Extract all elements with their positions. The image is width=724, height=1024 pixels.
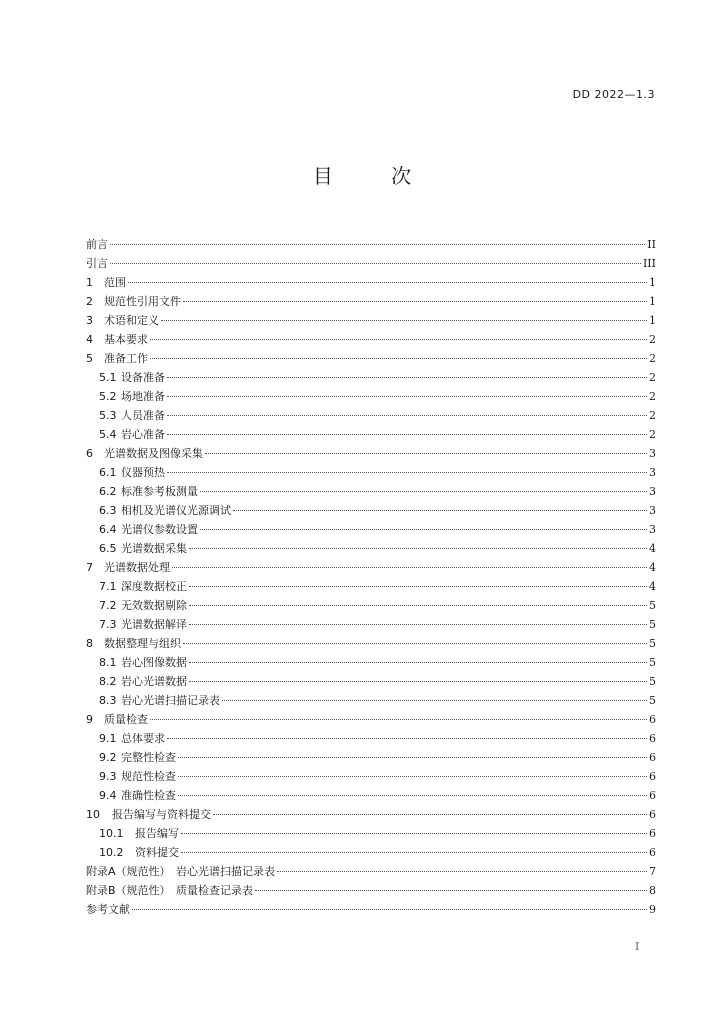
- toc-entry-number: 2: [86, 295, 93, 308]
- toc-entry-label: 规范性引用文件: [104, 295, 181, 308]
- toc-entry[interactable]: [86, 824, 656, 843]
- toc-entry-page: 6: [649, 732, 656, 745]
- toc-entry-number: 9.2: [99, 751, 117, 764]
- toc-entry[interactable]: [86, 349, 656, 368]
- toc-entry-label: 准备工作: [104, 352, 148, 365]
- toc-entry-number: 4: [86, 333, 93, 346]
- toc-leader-dots: [181, 833, 647, 834]
- toc-leader-dots: [183, 643, 647, 644]
- toc-entry-label: 质量检查: [104, 713, 148, 726]
- toc-entry[interactable]: [86, 596, 656, 615]
- toc-leader-dots: [178, 757, 647, 758]
- toc-entry-page: 7: [649, 865, 656, 878]
- toc-entry-label: 光谱仪参数设置: [121, 523, 198, 536]
- toc-entry-page: 3: [649, 447, 656, 460]
- toc-entry-page: 6: [649, 713, 656, 726]
- toc-entry-page: III: [642, 257, 656, 270]
- toc-entry-number: 10.1: [99, 827, 124, 840]
- toc-entry-label: 无效数据剔除: [121, 599, 187, 612]
- toc-entry-label: 场地准备: [121, 390, 165, 403]
- toc-leader-dots: [181, 852, 647, 853]
- toc-entry-label: 准确性检查: [121, 789, 176, 802]
- toc-entry-label: 仪器预热: [121, 466, 165, 479]
- toc-leader-dots: [167, 738, 647, 739]
- toc-entry-number: 9.1: [99, 732, 117, 745]
- toc-entry[interactable]: [86, 881, 656, 900]
- toc-entry[interactable]: [86, 862, 656, 881]
- toc-leader-dots: [189, 624, 647, 625]
- toc-entry[interactable]: [86, 235, 656, 254]
- toc-entry-page: 2: [649, 409, 656, 422]
- toc-entry-label: 深度数据校正: [121, 580, 187, 593]
- toc-leader-dots: [167, 434, 647, 435]
- toc-entry-number: 10: [86, 808, 100, 821]
- toc-entry-label: 参考文献: [86, 903, 130, 916]
- toc-leader-dots: [150, 358, 647, 359]
- toc-entry-label: 岩心准备: [121, 428, 165, 441]
- toc-entry-page: 5: [649, 656, 656, 669]
- toc-entry-number: 7.1: [99, 580, 117, 593]
- toc-entry[interactable]: [86, 463, 656, 482]
- toc-entry-page: 3: [649, 523, 656, 536]
- toc-entry-label: 总体要求: [121, 732, 165, 745]
- toc-leader-dots: [205, 453, 647, 454]
- toc-entry[interactable]: [86, 444, 656, 463]
- toc-entry-page: 4: [649, 580, 656, 593]
- toc-entry[interactable]: [86, 292, 656, 311]
- toc-entry-label: 岩心图像数据: [121, 656, 187, 669]
- toc-leader-dots: [167, 377, 647, 378]
- toc-entry-number: 8: [86, 637, 93, 650]
- toc-entry-number: 6.1: [99, 466, 117, 479]
- toc-entry-page: 2: [649, 428, 656, 441]
- toc-entry-label: 报告编写与资料提交: [112, 808, 211, 821]
- toc-entry-page: 1: [649, 276, 656, 289]
- toc-entry-page: 4: [649, 561, 656, 574]
- toc-entry[interactable]: [86, 311, 656, 330]
- toc-leader-dots: [178, 795, 647, 796]
- toc-entry-page: 8: [649, 884, 656, 897]
- toc-leader-dots: [128, 282, 647, 283]
- toc-entry-label: 基本要求: [104, 333, 148, 346]
- toc-leader-dots: [183, 301, 647, 302]
- toc-entry-number: 1: [86, 276, 93, 289]
- toc-leader-dots: [110, 244, 645, 245]
- toc-entry[interactable]: [86, 767, 656, 786]
- toc-entry-page: 5: [649, 694, 656, 707]
- toc-entry[interactable]: [86, 672, 656, 691]
- toc-entry-number: 8.3: [99, 694, 117, 707]
- toc-leader-dots: [178, 776, 647, 777]
- toc-leader-dots: [222, 700, 647, 701]
- toc-entry-label: 前言: [86, 238, 108, 251]
- toc-leader-dots: [172, 567, 647, 568]
- toc-entry-number: 5.2: [99, 390, 117, 403]
- toc-entry-page: 3: [649, 504, 656, 517]
- toc-entry-label: 附录B（规范性） 质量检查记录表: [86, 884, 254, 897]
- toc-entry-number: 6.2: [99, 485, 117, 498]
- toc-entry-number: 6.3: [99, 504, 117, 517]
- toc-leader-dots: [200, 491, 647, 492]
- toc-entry[interactable]: [86, 615, 656, 634]
- toc-entry[interactable]: [86, 254, 656, 273]
- toc-entry-page: 5: [649, 618, 656, 631]
- toc-entry[interactable]: [86, 539, 656, 558]
- toc-entry-page: 6: [649, 770, 656, 783]
- toc-entry-number: 7.3: [99, 618, 117, 631]
- toc-entry-number: 9.4: [99, 789, 117, 802]
- toc-entry-page: 6: [649, 751, 656, 764]
- toc-entry-label: 设备准备: [121, 371, 165, 384]
- toc-leader-dots: [189, 662, 647, 663]
- toc-entry-label: 人员准备: [121, 409, 165, 422]
- toc-entry[interactable]: [86, 691, 656, 710]
- toc-entry-number: 8.2: [99, 675, 117, 688]
- toc-entry-page: 3: [649, 466, 656, 479]
- toc-entry[interactable]: [86, 843, 656, 862]
- toc-leader-dots: [150, 719, 647, 720]
- toc-entry-number: 6: [86, 447, 93, 460]
- toc-entry-number: 5.3: [99, 409, 117, 422]
- toc-leader-dots: [189, 681, 647, 682]
- toc-entry-number: 9: [86, 713, 93, 726]
- toc-entry[interactable]: [86, 653, 656, 672]
- toc-entry[interactable]: [86, 387, 656, 406]
- toc-entry-label: 光谱数据解译: [121, 618, 187, 631]
- toc-entry-label: 资料提交: [135, 846, 179, 859]
- toc-entry[interactable]: [86, 729, 656, 748]
- toc-leader-dots: [167, 396, 647, 397]
- toc-entry[interactable]: [86, 786, 656, 805]
- toc-entry-page: 2: [649, 371, 656, 384]
- toc-leader-dots: [150, 339, 647, 340]
- toc-leader-dots: [255, 890, 647, 891]
- toc-entry[interactable]: [86, 406, 656, 425]
- toc-entry-page: 1: [649, 295, 656, 308]
- toc-entry[interactable]: [86, 520, 656, 539]
- toc-leader-dots: [277, 871, 647, 872]
- toc-entry-label: 光谱数据处理: [104, 561, 170, 574]
- toc-entry[interactable]: [86, 558, 656, 577]
- toc-leader-dots: [213, 814, 647, 815]
- toc-leader-dots: [189, 605, 647, 606]
- toc-entry[interactable]: [86, 501, 656, 520]
- toc-entry-page: 5: [649, 637, 656, 650]
- toc-entry[interactable]: [86, 330, 656, 349]
- toc-entry-number: 7.2: [99, 599, 117, 612]
- toc-entry-page: 5: [649, 675, 656, 688]
- toc-entry-label: 术语和定义: [104, 314, 159, 327]
- toc-entry[interactable]: [86, 634, 656, 653]
- toc-entry-page: II: [647, 238, 656, 251]
- toc-entry[interactable]: [86, 748, 656, 767]
- toc-entry-page: 6: [649, 846, 656, 859]
- page-number: I: [635, 940, 640, 953]
- toc-entry[interactable]: [86, 425, 656, 444]
- toc-entry[interactable]: [86, 710, 656, 729]
- toc-entry-page: 4: [649, 542, 656, 555]
- toc-leader-dots: [167, 472, 647, 473]
- toc-entry-page: 2: [649, 352, 656, 365]
- table-of-contents: [86, 235, 656, 919]
- toc-entry-label: 岩心光谱数据: [121, 675, 187, 688]
- toc-entry-label: 相机及光谱仪光源调试: [121, 504, 231, 517]
- toc-entry[interactable]: [86, 805, 656, 824]
- toc-entry-number: 10.2: [99, 846, 124, 859]
- toc-entry-label: 引言: [86, 257, 108, 270]
- toc-entry-number: 7: [86, 561, 93, 574]
- toc-entry-page: 6: [649, 808, 656, 821]
- toc-entry-page: 3: [649, 485, 656, 498]
- toc-entry-page: 1: [649, 314, 656, 327]
- toc-entry-page: 6: [649, 827, 656, 840]
- toc-leader-dots: [167, 415, 647, 416]
- toc-entry-number: 6.4: [99, 523, 117, 536]
- toc-entry-label: 数据整理与组织: [104, 637, 181, 650]
- toc-entry-page: 2: [649, 333, 656, 346]
- toc-leader-dots: [161, 320, 647, 321]
- toc-entry-page: 2: [649, 390, 656, 403]
- toc-entry-label: 岩心光谱扫描记录表: [121, 694, 220, 707]
- toc-entry[interactable]: [86, 368, 656, 387]
- toc-entry-label: 规范性检查: [121, 770, 176, 783]
- toc-entry[interactable]: [86, 577, 656, 596]
- toc-leader-dots: [233, 510, 647, 511]
- toc-entry-number: 9.3: [99, 770, 117, 783]
- toc-leader-dots: [189, 548, 647, 549]
- toc-entry-label: 附录A（规范性） 岩心光谱扫描记录表: [86, 865, 276, 878]
- toc-entry-page: 6: [649, 789, 656, 802]
- toc-entry-label: 范围: [104, 276, 126, 289]
- toc-entry-number: 5: [86, 352, 93, 365]
- toc-title: 目 次: [312, 164, 438, 188]
- toc-leader-dots: [132, 909, 647, 910]
- toc-entry-label: 光谱数据及图像采集: [104, 447, 203, 460]
- toc-entry[interactable]: [86, 482, 656, 501]
- toc-leader-dots: [189, 586, 647, 587]
- toc-entry-number: 5.4: [99, 428, 117, 441]
- toc-entry[interactable]: [86, 900, 656, 919]
- toc-leader-dots: [110, 263, 641, 264]
- toc-entry-label: 光谱数据采集: [121, 542, 187, 555]
- toc-entry-page: 9: [649, 903, 656, 916]
- toc-entry-page: 5: [649, 599, 656, 612]
- toc-entry-number: 3: [86, 314, 93, 327]
- toc-entry-label: 完整性检查: [121, 751, 176, 764]
- toc-entry-number: 8.1: [99, 656, 117, 669]
- toc-entry-number: 6.5: [99, 542, 117, 555]
- toc-entry[interactable]: [86, 273, 656, 292]
- toc-entry-label: 标准参考板测量: [121, 485, 198, 498]
- toc-entry-label: 报告编写: [135, 827, 179, 840]
- document-code: DD 2022—1.3: [572, 88, 655, 101]
- toc-entry-number: 5.1: [99, 371, 117, 384]
- toc-leader-dots: [200, 529, 647, 530]
